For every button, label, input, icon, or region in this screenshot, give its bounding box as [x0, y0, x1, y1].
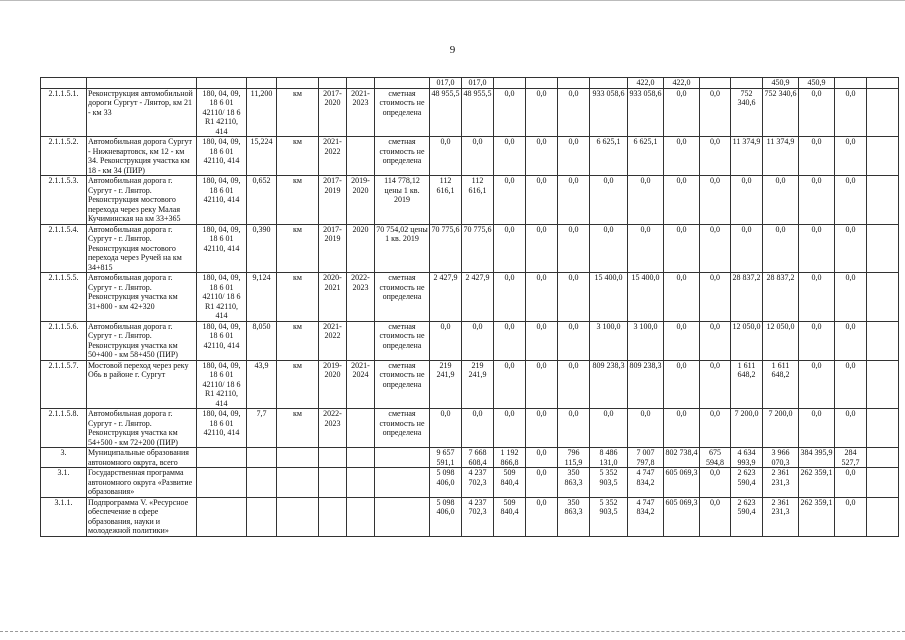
empty-cell — [867, 409, 899, 448]
table-row — [41, 137, 899, 176]
row-value: 219 241,9 — [462, 360, 494, 409]
row-number: 2.1.1.5.3. — [41, 176, 87, 225]
row-name: Автомобильная дорога г. Сургут - г. Лянтор. Реконструкция участка км 50+400 - км 58+450 (ПИР) — [87, 321, 197, 360]
row-value: 933 058,6 — [628, 88, 664, 137]
row-cost: 70 754,02 цены 1 кв. 2019 — [375, 224, 430, 273]
top-cell: 450,9 — [799, 78, 835, 89]
row-code: 180, 04, 09, 18 6 01 42110, 414 — [197, 224, 247, 273]
row-unit: км — [277, 360, 319, 409]
row-value: 0,0 — [558, 137, 590, 176]
row-value: 0,0 — [526, 137, 558, 176]
row-name: Автомобильная дорога г. Сургут - г. Лянтор. Реконструкция мостового перехода через реку Малая Кучиминская на км 33+365 — [87, 176, 197, 225]
row-code — [197, 448, 247, 468]
row-value: 0,0 — [835, 137, 867, 176]
row-number: 2.1.1.5.1. — [41, 88, 87, 137]
row-value: 0,0 — [462, 137, 494, 176]
row-years-design: 2017-2020 — [319, 88, 347, 137]
row-years-build: 2021-2024 — [347, 360, 375, 409]
row-value: 0,0 — [799, 321, 835, 360]
row-unit: км — [277, 176, 319, 225]
row-value: 0,0 — [731, 176, 763, 225]
row-value: 11 374,9 — [731, 137, 763, 176]
row-value: 0,0 — [731, 224, 763, 273]
row-value: 384 395,9 — [799, 448, 835, 468]
row-value: 0,0 — [835, 224, 867, 273]
empty-cell — [867, 468, 899, 498]
row-number: 2.1.1.5.6. — [41, 321, 87, 360]
row-value: 11 374,9 — [763, 137, 799, 176]
top-cell — [590, 78, 628, 89]
row-value: 0,0 — [835, 176, 867, 225]
row-value: 5 352 903,5 — [590, 497, 628, 536]
row-value: 0,0 — [462, 409, 494, 448]
row-value: 0,0 — [700, 273, 731, 322]
row-value: 0,0 — [664, 137, 700, 176]
row-value: 15 400,0 — [590, 273, 628, 322]
row-length — [247, 497, 277, 536]
data-table — [40, 77, 899, 537]
row-years-design: 2019-2020 — [319, 360, 347, 409]
row-value: 5 352 903,5 — [590, 468, 628, 498]
row-years-build — [347, 137, 375, 176]
row-years-build — [347, 497, 375, 536]
row-value: 0,0 — [799, 224, 835, 273]
top-cell — [319, 78, 347, 89]
row-unit — [277, 497, 319, 536]
row-length: 11,200 — [247, 88, 277, 137]
row-value: 0,0 — [526, 273, 558, 322]
row-value: 0,0 — [462, 321, 494, 360]
table-row-header-continuation — [41, 78, 899, 89]
row-cost: сметная стоимость не определена — [375, 88, 430, 137]
row-value: 28 837,2 — [763, 273, 799, 322]
table-row — [41, 273, 899, 322]
row-value: 0,0 — [664, 360, 700, 409]
row-value: 2 427,9 — [430, 273, 462, 322]
table-row — [41, 448, 899, 468]
row-value: 7 007 797,8 — [628, 448, 664, 468]
top-cell — [347, 78, 375, 89]
table-row — [41, 360, 899, 409]
row-value: 350 863,3 — [558, 497, 590, 536]
row-value: 112 616,1 — [430, 176, 462, 225]
row-years-design: 2017-2019 — [319, 176, 347, 225]
row-value: 0,0 — [526, 497, 558, 536]
row-value: 0,0 — [558, 176, 590, 225]
row-value: 15 400,0 — [628, 273, 664, 322]
row-value: 0,0 — [835, 468, 867, 498]
row-years-build: 2021-2023 — [347, 88, 375, 137]
row-value: 0,0 — [835, 88, 867, 137]
row-value: 6 625,1 — [590, 137, 628, 176]
row-name: Мостовой переход через реку Обь в районе г. Сургут — [87, 360, 197, 409]
table-row — [41, 497, 899, 536]
top-cell: 017,0 — [462, 78, 494, 89]
row-code: 180, 04, 09, 18 6 01 42110/ 18 6 R1 42110, 414 — [197, 273, 247, 322]
row-value: 809 238,3 — [590, 360, 628, 409]
row-years-build: 2022-2023 — [347, 273, 375, 322]
row-value: 0,0 — [700, 409, 731, 448]
row-value: 0,0 — [664, 176, 700, 225]
row-years-design: 2021-2022 — [319, 321, 347, 360]
row-name: Подпрограмма V. «Ресурсное обеспечение в сфере образования, науки и молодежной политики» — [87, 497, 197, 536]
top-cell: 450,9 — [763, 78, 799, 89]
row-value: 0,0 — [430, 409, 462, 448]
row-value: 70 775,6 — [462, 224, 494, 273]
row-value: 0,0 — [526, 321, 558, 360]
row-value: 4 634 993,9 — [731, 448, 763, 468]
row-value: 7 200,0 — [731, 409, 763, 448]
top-cell — [494, 78, 526, 89]
row-unit: км — [277, 88, 319, 137]
row-value: 262 359,1 — [799, 497, 835, 536]
top-border — [0, 0, 905, 2]
row-value: 0,0 — [526, 409, 558, 448]
row-value: 0,0 — [526, 224, 558, 273]
row-years-design — [319, 448, 347, 468]
row-code — [197, 497, 247, 536]
row-value: 4 747 834,2 — [628, 497, 664, 536]
top-cell — [526, 78, 558, 89]
row-years-design — [319, 468, 347, 498]
empty-cell — [867, 273, 899, 322]
row-value: 1 611 648,2 — [731, 360, 763, 409]
row-unit: км — [277, 137, 319, 176]
empty-cell — [867, 176, 899, 225]
table-row — [41, 468, 899, 498]
row-value: 4 747 834,2 — [628, 468, 664, 498]
top-cell: 422,0 — [628, 78, 664, 89]
empty-cell — [867, 137, 899, 176]
row-value: 802 738,4 — [664, 448, 700, 468]
row-years-build — [347, 448, 375, 468]
row-value: 2 623 590,4 — [731, 468, 763, 498]
row-number: 2.1.1.5.2. — [41, 137, 87, 176]
row-value: 3 100,0 — [628, 321, 664, 360]
table-row — [41, 321, 899, 360]
row-years-build: 2020 — [347, 224, 375, 273]
row-years-build — [347, 321, 375, 360]
row-value: 6 625,1 — [628, 137, 664, 176]
row-value: 0,0 — [558, 224, 590, 273]
top-cell — [41, 78, 87, 89]
row-value: 0,0 — [494, 137, 526, 176]
row-value: 0,0 — [799, 273, 835, 322]
row-value: 0,0 — [763, 176, 799, 225]
row-value: 0,0 — [835, 273, 867, 322]
row-value: 752 340,6 — [731, 88, 763, 137]
row-number: 2.1.1.5.5. — [41, 273, 87, 322]
row-cost — [375, 448, 430, 468]
bottom-border — [0, 631, 905, 633]
row-code: 180, 04, 09, 18 6 01 42110/ 18 6 R1 42110, 414 — [197, 88, 247, 137]
row-value: 2 361 231,3 — [763, 468, 799, 498]
row-value: 0,0 — [494, 409, 526, 448]
row-unit: км — [277, 321, 319, 360]
row-value: 0,0 — [664, 321, 700, 360]
row-value: 0,0 — [700, 88, 731, 137]
row-value: 1 192 866,8 — [494, 448, 526, 468]
row-value: 0,0 — [628, 176, 664, 225]
row-length: 0,390 — [247, 224, 277, 273]
row-value: 0,0 — [835, 360, 867, 409]
row-code: 180, 04, 09, 18 6 01 42110, 414 — [197, 176, 247, 225]
row-value: 0,0 — [494, 88, 526, 137]
row-value: 0,0 — [558, 273, 590, 322]
row-cost: сметная стоимость не определена — [375, 321, 430, 360]
row-code: 180, 04, 09, 18 6 01 42110, 414 — [197, 409, 247, 448]
row-value: 0,0 — [664, 409, 700, 448]
top-cell — [375, 78, 430, 89]
row-value: 219 241,9 — [430, 360, 462, 409]
row-code: 180, 04, 09, 18 6 01 42110, 414 — [197, 321, 247, 360]
row-value: 0,0 — [700, 137, 731, 176]
row-value: 796 115,9 — [558, 448, 590, 468]
top-cell — [277, 78, 319, 89]
row-value: 0,0 — [494, 321, 526, 360]
top-cell — [731, 78, 763, 89]
row-value: 48 955,5 — [430, 88, 462, 137]
empty-cell — [867, 88, 899, 137]
row-value: 3 966 070,3 — [763, 448, 799, 468]
row-cost — [375, 497, 430, 536]
row-cost: сметная стоимость не определена — [375, 409, 430, 448]
row-code: 180, 04, 09, 18 6 01 42110, 414 — [197, 137, 247, 176]
row-value: 2 427,9 — [462, 273, 494, 322]
top-cell — [558, 78, 590, 89]
row-years-design: 2021-2022 — [319, 137, 347, 176]
row-value: 752 340,6 — [763, 88, 799, 137]
row-name: Автомобильная дорога г. Сургут - г. Лянтор. Реконструкция участка км 54+500 - км 72+200 (ПИР) — [87, 409, 197, 448]
row-value: 0,0 — [558, 321, 590, 360]
empty-cell — [867, 448, 899, 468]
row-value: 1 611 648,2 — [763, 360, 799, 409]
row-value: 0,0 — [664, 88, 700, 137]
row-length: 43,9 — [247, 360, 277, 409]
row-value: 0,0 — [494, 360, 526, 409]
row-value: 0,0 — [799, 88, 835, 137]
empty-cell — [867, 497, 899, 536]
row-value: 605 069,3 — [664, 468, 700, 498]
row-value: 350 863,3 — [558, 468, 590, 498]
row-unit — [277, 448, 319, 468]
row-value: 112 616,1 — [462, 176, 494, 225]
row-number: 3. — [41, 448, 87, 468]
row-value: 2 623 590,4 — [731, 497, 763, 536]
empty-cell — [867, 224, 899, 273]
row-name: Автомобильная дорога г. Сургут - г. Лянтор. Реконструкция мостового перехода через Ручей на км 34+815 — [87, 224, 197, 273]
empty-cell — [867, 321, 899, 360]
row-value: 0,0 — [590, 176, 628, 225]
row-length — [247, 448, 277, 468]
top-cell — [867, 78, 899, 89]
row-name: Муниципальные образования автономного округа, всего — [87, 448, 197, 468]
row-value: 0,0 — [430, 321, 462, 360]
row-value: 0,0 — [590, 224, 628, 273]
row-value: 933 058,6 — [590, 88, 628, 137]
row-value: 7 200,0 — [763, 409, 799, 448]
row-value: 0,0 — [835, 321, 867, 360]
row-value: 0,0 — [835, 497, 867, 536]
top-cell — [87, 78, 197, 89]
row-value: 70 775,6 — [430, 224, 462, 273]
row-name: Реконструкция автомобильной дороги Сургут - Лянтор, км 21 - км 33 — [87, 88, 197, 137]
row-value: 5 098 406,0 — [430, 468, 462, 498]
row-value: 3 100,0 — [590, 321, 628, 360]
row-value: 12 050,0 — [731, 321, 763, 360]
row-years-design: 2020-2021 — [319, 273, 347, 322]
row-value: 0,0 — [494, 176, 526, 225]
row-years-design: 2017-2019 — [319, 224, 347, 273]
row-value: 0,0 — [700, 497, 731, 536]
row-cost: сметная стоимость не определена — [375, 360, 430, 409]
row-value: 4 237 702,3 — [462, 497, 494, 536]
row-value: 48 955,5 — [462, 88, 494, 137]
row-value: 0,0 — [494, 224, 526, 273]
row-value: 5 098 406,0 — [430, 497, 462, 536]
row-name: Автомобильная дорога г. Сургут - г. Лянтор. Реконструкция участка км 31+800 - км 42+320 — [87, 273, 197, 322]
row-value: 0,0 — [558, 360, 590, 409]
row-unit: км — [277, 273, 319, 322]
row-cost: сметная стоимость не определена — [375, 137, 430, 176]
row-value: 9 657 591,1 — [430, 448, 462, 468]
row-value: 0,0 — [700, 468, 731, 498]
row-value: 7 668 608,4 — [462, 448, 494, 468]
row-length: 8,050 — [247, 321, 277, 360]
row-length: 9,124 — [247, 273, 277, 322]
table-row — [41, 176, 899, 225]
row-value: 809 238,3 — [628, 360, 664, 409]
row-years-build: 2019-2020 — [347, 176, 375, 225]
row-cost: сметная стоимость не определена — [375, 273, 430, 322]
row-number: 2.1.1.5.4. — [41, 224, 87, 273]
table-row — [41, 224, 899, 273]
row-value: 0,0 — [763, 224, 799, 273]
row-value: 0,0 — [526, 88, 558, 137]
row-value: 0,0 — [526, 176, 558, 225]
row-value: 0,0 — [628, 224, 664, 273]
row-number: 3.1. — [41, 468, 87, 498]
row-value: 284 527,7 — [835, 448, 867, 468]
row-name: Автомобильная дорога Сургут - Нижневартовск, км 12 - км 34. Реконструкция участка км 18 - км 34 (ПИР) — [87, 137, 197, 176]
row-unit: км — [277, 224, 319, 273]
row-years-design: 2022-2023 — [319, 409, 347, 448]
row-code — [197, 468, 247, 498]
row-value: 28 837,2 — [731, 273, 763, 322]
row-value: 0,0 — [430, 137, 462, 176]
row-length: 0,652 — [247, 176, 277, 225]
row-value: 509 840,4 — [494, 497, 526, 536]
row-value: 0,0 — [590, 409, 628, 448]
row-cost — [375, 468, 430, 498]
row-value: 0,0 — [835, 409, 867, 448]
table-row — [41, 409, 899, 448]
row-value: 0,0 — [700, 224, 731, 273]
row-name: Государственная программа автономного округа «Развитие образования» — [87, 468, 197, 498]
row-value: 0,0 — [700, 321, 731, 360]
row-value: 0,0 — [799, 137, 835, 176]
top-cell — [700, 78, 731, 89]
row-years-design — [319, 497, 347, 536]
row-value: 0,0 — [664, 273, 700, 322]
row-value: 0,0 — [628, 409, 664, 448]
row-value: 0,0 — [799, 409, 835, 448]
row-number: 2.1.1.5.7. — [41, 360, 87, 409]
top-cell: 017,0 — [430, 78, 462, 89]
row-value: 8 486 131,0 — [590, 448, 628, 468]
row-value: 262 359,1 — [799, 468, 835, 498]
top-cell — [247, 78, 277, 89]
row-value: 0,0 — [799, 176, 835, 225]
row-value: 0,0 — [494, 273, 526, 322]
row-value: 0,0 — [664, 224, 700, 273]
row-value: 0,0 — [799, 360, 835, 409]
row-length: 15,224 — [247, 137, 277, 176]
row-value: 2 361 231,3 — [763, 497, 799, 536]
row-value: 0,0 — [526, 360, 558, 409]
row-years-build — [347, 409, 375, 448]
row-value: 12 050,0 — [763, 321, 799, 360]
row-value: 0,0 — [526, 468, 558, 498]
row-value: 0,0 — [558, 409, 590, 448]
row-value: 0,0 — [526, 448, 558, 468]
row-value: 605 069,3 — [664, 497, 700, 536]
row-value: 675 594,8 — [700, 448, 731, 468]
row-value: 0,0 — [700, 176, 731, 225]
row-years-build — [347, 468, 375, 498]
top-cell: 422,0 — [664, 78, 700, 89]
row-value: 0,0 — [558, 88, 590, 137]
row-length — [247, 468, 277, 498]
row-number: 2.1.1.5.8. — [41, 409, 87, 448]
row-unit: км — [277, 409, 319, 448]
row-cost: 114 778,12 цены 1 кв. 2019 — [375, 176, 430, 225]
row-code: 180, 04, 09, 18 6 01 42110/ 18 6 R1 42110, 414 — [197, 360, 247, 409]
row-unit — [277, 468, 319, 498]
row-value: 4 237 702,3 — [462, 468, 494, 498]
row-length: 7,7 — [247, 409, 277, 448]
row-number: 3.1.1. — [41, 497, 87, 536]
row-value: 509 840,4 — [494, 468, 526, 498]
table-row — [41, 88, 899, 137]
page-number: 9 — [449, 44, 456, 56]
top-cell — [197, 78, 247, 89]
empty-cell — [867, 360, 899, 409]
top-cell — [835, 78, 867, 89]
row-value: 0,0 — [700, 360, 731, 409]
